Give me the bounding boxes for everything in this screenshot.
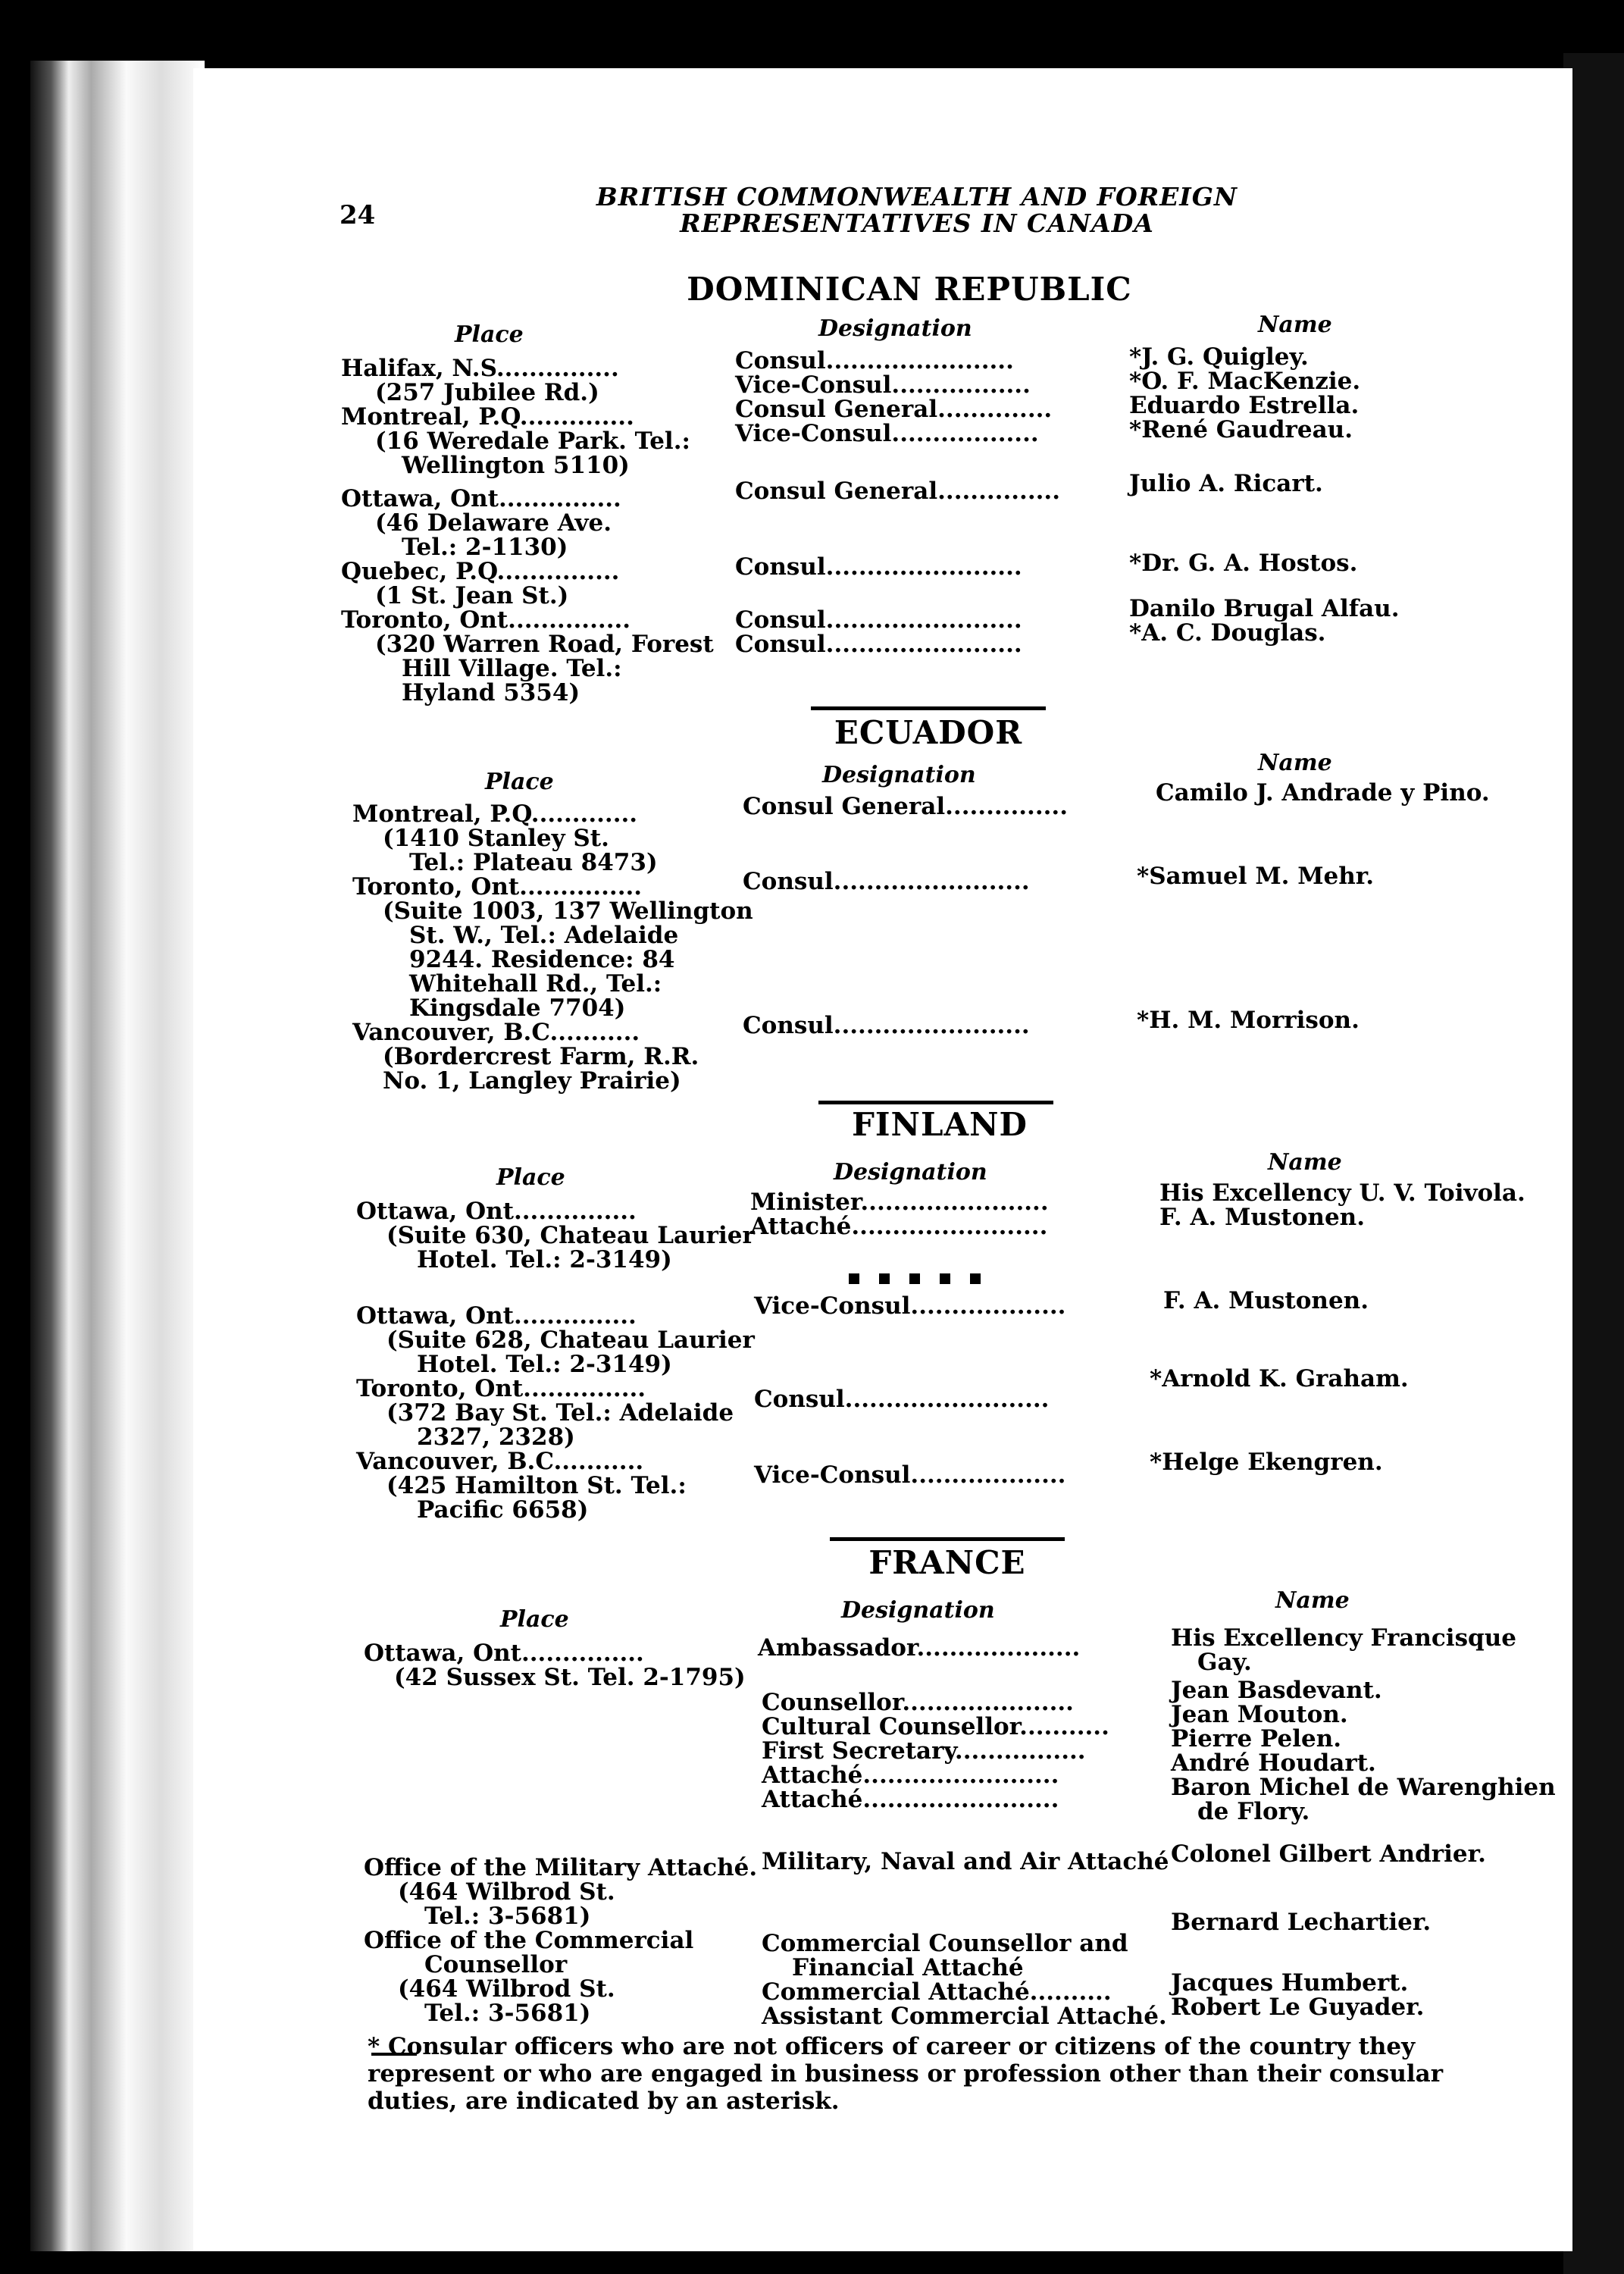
designation: First Secretary................ <box>762 1737 1086 1765</box>
book-spine-shadow <box>30 61 205 2251</box>
designation: Vice-Consul................... <box>754 1292 1066 1320</box>
designation: Counsellor..................... <box>762 1689 1074 1716</box>
place-line: Toronto, Ont............... <box>356 1375 646 1402</box>
place-line: Hotel. Tel.: 2-3149) <box>417 1246 672 1273</box>
designation: Consul........................ <box>743 868 1030 895</box>
place-line: (320 Warren Road, Forest <box>375 631 714 658</box>
designation: Commercial Attaché.......... <box>762 1978 1112 2006</box>
page <box>193 68 1572 2251</box>
representative-name: F. A. Mustonen. <box>1163 1287 1369 1314</box>
place-line: (464 Wilbrod St. <box>398 1878 615 1906</box>
designation: Commercial Counsellor and <box>762 1930 1128 1957</box>
representative-name: Danilo Brugal Alfau. <box>1129 595 1400 622</box>
place-line: 9244. Residence: 84 <box>409 946 675 973</box>
separator-dot <box>940 1273 950 1284</box>
place-line: (Suite 630, Chateau Laurier <box>386 1222 755 1249</box>
place-line: (Bordercrest Farm, R.R. <box>383 1043 699 1070</box>
representative-name: Bernard Lechartier. <box>1171 1909 1432 1936</box>
designation: Consul General............... <box>743 793 1068 820</box>
place-line: (1410 Stanley St. <box>383 825 609 852</box>
place-line: No. 1, Langley Prairie) <box>383 1067 681 1095</box>
column-header-name: Name <box>1268 1149 1342 1176</box>
place-line: St. W., Tel.: Adelaide <box>409 922 679 949</box>
representative-name: Jean Mouton. <box>1171 1701 1348 1728</box>
column-header-designation: Designation <box>822 762 976 788</box>
representative-name: *J. G. Quigley. <box>1129 343 1309 371</box>
designation: Vice-Consul................... <box>754 1461 1066 1489</box>
designation: Consul........................ <box>735 553 1022 581</box>
place-line: (16 Weredale Park. Tel.: <box>375 428 690 455</box>
column-header-place: Place <box>455 321 524 348</box>
place-line: Hyland 5354) <box>402 679 580 706</box>
separator-dot <box>909 1273 920 1284</box>
place-line: Hill Village. Tel.: <box>402 655 622 682</box>
column-header-name: Name <box>1275 1587 1350 1614</box>
place-line: (1 St. Jean St.) <box>375 582 569 609</box>
place-line: (Suite 1003, 137 Wellington <box>383 897 753 925</box>
right-page-edge <box>1563 53 1624 2274</box>
place-line: Halifax, N.S............... <box>341 355 619 382</box>
page-number: 24 <box>340 200 376 230</box>
representative-name: *Arnold K. Graham. <box>1150 1365 1409 1392</box>
designation: Financial Attaché <box>792 1954 1024 1981</box>
place-line: (425 Hamilton St. Tel.: <box>386 1472 687 1499</box>
designation: Vice-Consul.................. <box>735 420 1039 447</box>
place-line: Ottawa, Ont............... <box>356 1302 637 1330</box>
representative-name: His Excellency Francisque <box>1171 1624 1516 1652</box>
place-line: 2327, 2328) <box>417 1424 575 1451</box>
designation: Attaché........................ <box>762 1786 1059 1813</box>
representative-name: Camilo J. Andrade y Pino. <box>1156 779 1490 807</box>
place-line: Wellington 5110) <box>402 452 630 479</box>
designation: Vice-Consul................. <box>735 371 1031 399</box>
designation: Consul........................ <box>743 1012 1030 1039</box>
place-line: Ottawa, Ont............... <box>364 1640 644 1667</box>
place-line: Toronto, Ont............... <box>352 873 643 901</box>
designation: Cultural Counsellor........... <box>762 1713 1109 1740</box>
designation: Consul....................... <box>735 347 1014 374</box>
designation: Consul........................ <box>735 631 1022 658</box>
designation: Military, Naval and Air Attaché <box>762 1848 1169 1875</box>
running-head-line2: REPRESENTATIVES IN CANADA <box>680 208 1154 238</box>
section-divider <box>818 1101 1053 1104</box>
place-line: Ottawa, Ont............... <box>341 485 621 512</box>
place-line: Whitehall Rd., Tel.: <box>409 970 662 998</box>
designation: Attaché........................ <box>750 1213 1048 1240</box>
separator-dot <box>879 1273 890 1284</box>
running-head-line1: BRITISH COMMONWEALTH AND FOREIGN <box>596 182 1238 211</box>
representative-name: F. A. Mustonen. <box>1159 1204 1366 1231</box>
place-line: Vancouver, B.C........... <box>356 1448 644 1475</box>
designation: Consul........................ <box>735 606 1022 634</box>
column-header-place: Place <box>500 1606 569 1633</box>
separator-dot <box>970 1273 981 1284</box>
representative-name: Colonel Gilbert Andrier. <box>1171 1840 1486 1868</box>
representative-name: Eduardo Estrella. <box>1129 392 1360 419</box>
representative-name: *René Gaudreau. <box>1129 416 1353 443</box>
place-line: Office of the Military Attaché. <box>364 1854 758 1881</box>
place-line: Tel.: 3-5681) <box>424 1903 591 1930</box>
representative-name: *O. F. MacKenzie. <box>1129 368 1361 395</box>
designation: Attaché........................ <box>762 1762 1059 1789</box>
representative-name: Jean Basdevant. <box>1171 1677 1382 1704</box>
representative-name: *Helge Ekengren. <box>1150 1449 1383 1476</box>
place-line: (372 Bay St. Tel.: Adelaide <box>386 1399 734 1427</box>
representative-name: *H. M. Morrison. <box>1137 1007 1360 1034</box>
place-line: Toronto, Ont............... <box>341 606 631 634</box>
designation: Assistant Commercial Attaché. <box>762 2003 1167 2030</box>
place-line: Ottawa, Ont............... <box>356 1198 637 1225</box>
representative-name: Julio A. Ricart. <box>1129 470 1323 497</box>
designation: Consul......................... <box>754 1386 1050 1413</box>
representative-name: *Samuel M. Mehr. <box>1137 863 1375 890</box>
place-line: Pacific 6658) <box>417 1496 589 1524</box>
designation: Consul General.............. <box>735 396 1053 423</box>
place-line: Kingsdale 7704) <box>409 994 626 1022</box>
place-line: Office of the Commercial <box>364 1927 694 1954</box>
place-line: Hotel. Tel.: 2-3149) <box>417 1351 672 1378</box>
place-line: (257 Jubilee Rd.) <box>375 379 599 406</box>
representative-name: Robert Le Guyader. <box>1171 1994 1425 2021</box>
representative-name: Gay. <box>1197 1649 1252 1676</box>
representative-name: *Dr. G. A. Hostos. <box>1129 550 1358 577</box>
section-divider <box>830 1537 1065 1541</box>
section-divider <box>811 706 1046 710</box>
place-line: (Suite 628, Chateau Laurier <box>386 1326 755 1354</box>
representative-name: de Flory. <box>1197 1798 1310 1825</box>
footnote: * Consular officers who are not officers of career or citizens of the country they represent or who are engaged in business or profession other than their consular duties, are indicated by an asterisk. <box>368 2033 1444 2115</box>
column-header-designation: Designation <box>818 315 972 342</box>
place-line: (42 Sussex St. Tel. 2-1795) <box>394 1664 746 1691</box>
separator-dot <box>849 1273 859 1284</box>
country-heading: FINLAND <box>852 1106 1028 1143</box>
column-header-designation: Designation <box>834 1159 987 1186</box>
column-header-place: Place <box>485 769 554 795</box>
designation: Ambassador.................... <box>758 1634 1081 1662</box>
place-line: (464 Wilbrod St. <box>398 1975 615 2003</box>
country-heading: FRANCE <box>868 1544 1026 1581</box>
representative-name: André Houdart. <box>1171 1749 1376 1777</box>
place-line: (46 Delaware Ave. <box>375 509 612 537</box>
place-line: Counsellor <box>424 1951 568 1978</box>
representative-name: Jacques Humbert. <box>1171 1969 1409 1997</box>
column-header-place: Place <box>496 1164 565 1191</box>
place-line: Montreal, P.Q.............. <box>341 403 634 431</box>
representative-name: *A. C. Douglas. <box>1129 619 1326 647</box>
representative-name: Pierre Pelen. <box>1171 1725 1342 1752</box>
representative-name: Baron Michel de Warenghien <box>1171 1774 1556 1801</box>
place-line: Montreal, P.Q............. <box>352 800 638 828</box>
designation: Consul General............... <box>735 478 1060 505</box>
place-line: Tel.: 2-1130) <box>402 534 568 561</box>
designation: Minister....................... <box>750 1189 1049 1216</box>
representative-name: His Excellency U. V. Toivola. <box>1159 1179 1525 1207</box>
column-header-name: Name <box>1258 312 1332 338</box>
place-line: Tel.: Plateau 8473) <box>409 849 658 876</box>
place-line: Tel.: 3-5681) <box>424 2000 591 2027</box>
column-header-designation: Designation <box>841 1597 995 1624</box>
country-heading: DOMINICAN REPUBLIC <box>687 271 1132 308</box>
country-heading: ECUADOR <box>834 714 1023 751</box>
place-line: Quebec, P.Q............... <box>341 558 620 585</box>
place-line: Vancouver, B.C........... <box>352 1019 640 1046</box>
column-header-name: Name <box>1258 750 1332 776</box>
